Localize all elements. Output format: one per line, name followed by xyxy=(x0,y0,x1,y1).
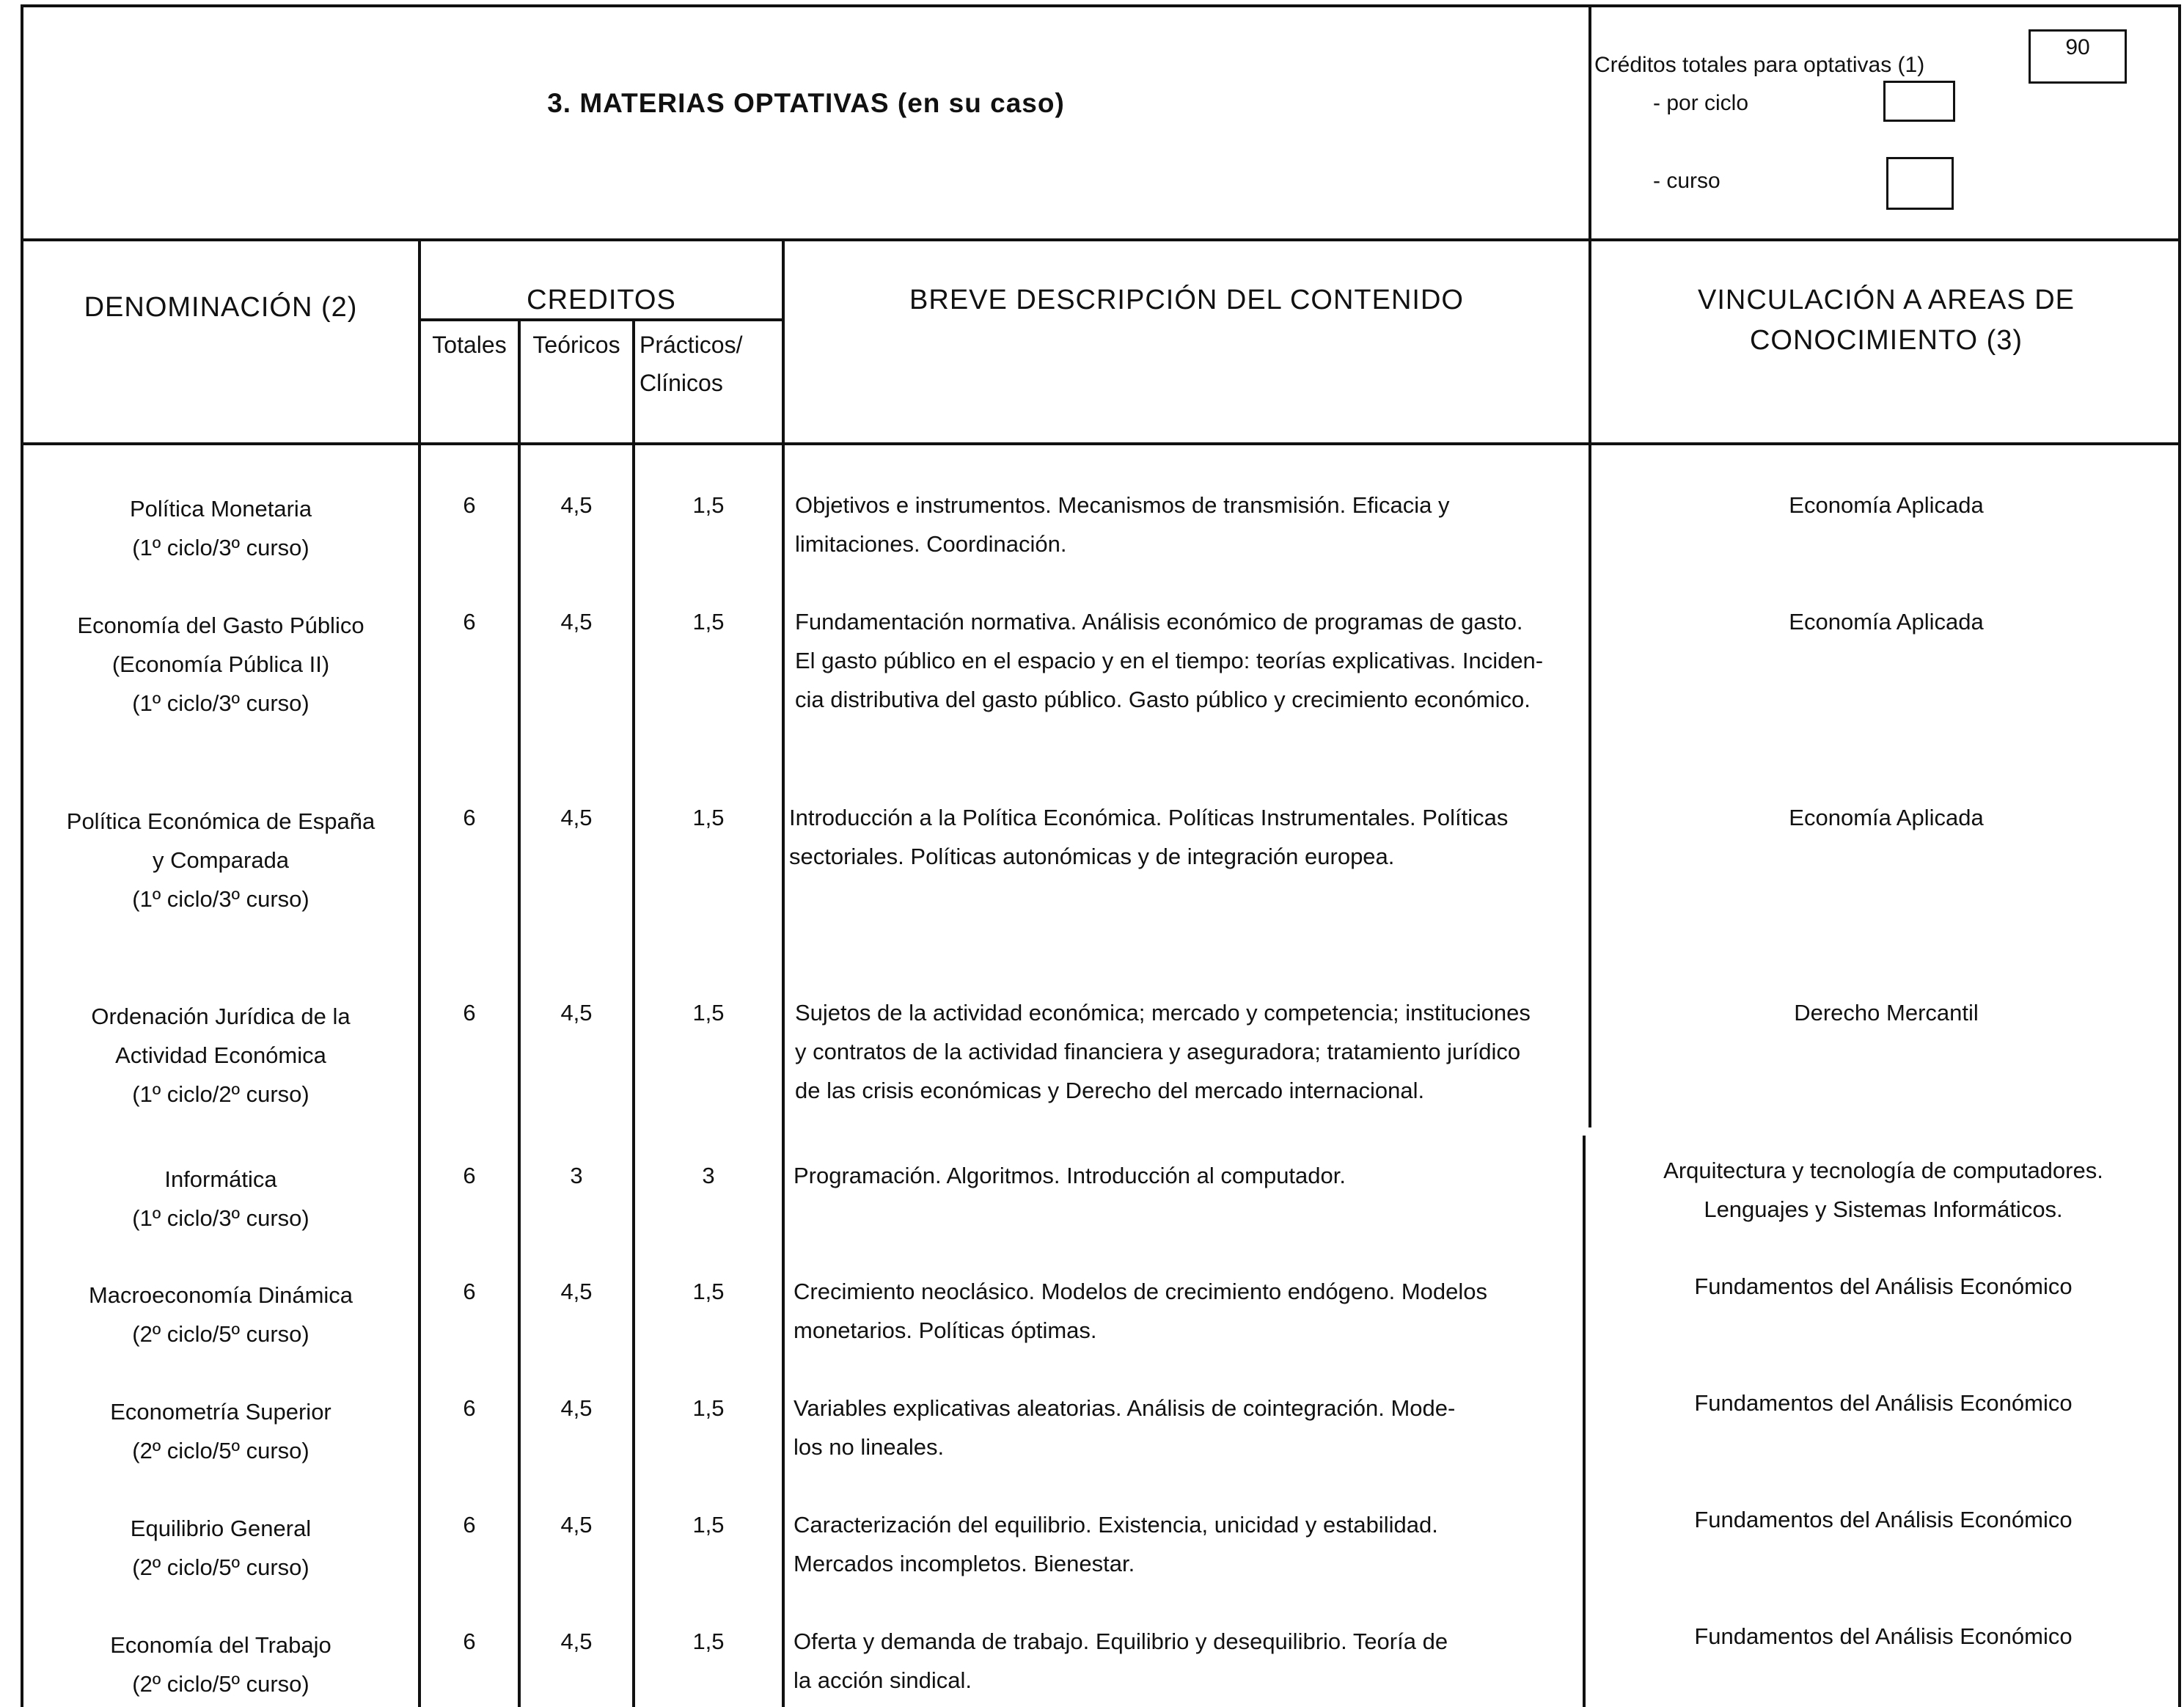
credits-theoretical: 3 xyxy=(570,1163,583,1188)
per-course-label: - curso xyxy=(1653,169,1721,193)
description-line: Crecimiento neoclásico. Modelos de crecimiento endógeno. Modelos xyxy=(794,1279,1488,1304)
description-line: Fundamentación normativa. Análisis económico de programas de gasto. xyxy=(795,609,1523,635)
credits-totals: 6 xyxy=(463,1629,476,1654)
credits-totals: 6 xyxy=(463,1279,476,1304)
knowledge-area: Derecho Mercantil xyxy=(1794,1000,1979,1026)
description-line: Variables explicativas aleatorias. Análisis de cointegración. Mode- xyxy=(794,1395,1456,1421)
subject-cycle: (2º ciclo/5º curso) xyxy=(132,1438,309,1463)
header-practical-1: Prácticos/ xyxy=(640,332,743,358)
credits-practical: 1,5 xyxy=(692,1629,725,1654)
credits-practical: 1,5 xyxy=(692,1512,725,1538)
credits-practical: 1,5 xyxy=(692,1395,725,1421)
header-description: BREVE DESCRIPCIÓN DEL CONTENIDO xyxy=(909,285,1464,315)
subject-cycle: (1º ciclo/3º curso) xyxy=(132,535,309,560)
subject-cycle: (1º ciclo/3º curso) xyxy=(132,1205,309,1231)
credits-practical: 1,5 xyxy=(692,805,725,830)
credits-practical: 1,5 xyxy=(692,609,725,635)
description-line: y contratos de la actividad financiera y aseguradora; tratamiento jurídico xyxy=(795,1039,1521,1064)
subject-name: Política Monetaria xyxy=(129,496,312,522)
credits-theoretical: 4,5 xyxy=(560,805,593,830)
credits-theoretical: 4,5 xyxy=(560,492,593,518)
credits-totals: 6 xyxy=(463,609,476,635)
credits-totals: 6 xyxy=(463,492,476,518)
credits-theoretical: 4,5 xyxy=(560,609,593,635)
description-line: los no lineales. xyxy=(794,1434,945,1460)
description-line: Introducción a la Política Económica. Políticas Instrumentales. Políticas xyxy=(789,805,1509,830)
credits-totals: 6 xyxy=(463,1000,476,1026)
description-line: cia distributiva del gasto público. Gasto público y crecimiento económico. xyxy=(795,687,1531,712)
section-title: 3. MATERIAS OPTATIVAS (en su caso) xyxy=(547,88,1065,118)
credits-practical: 1,5 xyxy=(692,492,725,518)
credits-theoretical: 4,5 xyxy=(560,1000,593,1026)
description-line: Mercados incompletos. Bienestar. xyxy=(794,1551,1135,1576)
description-line: sectoriales. Políticas autonómicas y de integración europea. xyxy=(789,844,1395,869)
per-cycle-label: - por ciclo xyxy=(1653,91,1749,115)
subject-name: Política Económica de España xyxy=(66,808,375,834)
credits-theoretical: 4,5 xyxy=(560,1279,593,1304)
header-area-2: CONOCIMIENTO (3) xyxy=(1749,325,2023,356)
description-line: limitaciones. Coordinación. xyxy=(795,531,1067,557)
knowledge-area: Fundamentos del Análisis Económico xyxy=(1694,1390,2073,1416)
knowledge-area: Arquitectura y tecnología de computadores. xyxy=(1663,1158,2103,1183)
credits-totals: 6 xyxy=(463,805,476,830)
header-bottom-rule xyxy=(21,238,2181,241)
per-course-box xyxy=(1886,157,1954,210)
header-divider xyxy=(1588,4,1591,240)
knowledge-area: Economía Aplicada xyxy=(1789,609,1984,635)
header-theoretical: Teóricos xyxy=(532,332,620,358)
credits-totals: 6 xyxy=(463,1512,476,1538)
knowledge-area: Fundamentos del Análisis Económico xyxy=(1694,1273,2073,1299)
top-border xyxy=(21,4,2181,7)
knowledge-area: Fundamentos del Análisis Económico xyxy=(1694,1507,2073,1532)
description-line: la acción sindical. xyxy=(794,1667,972,1693)
subject-name: Economía del Gasto Público xyxy=(77,613,364,638)
per-cycle-box xyxy=(1883,81,1955,122)
subject-subtitle: Actividad Económica xyxy=(115,1042,326,1068)
credits-total-label: Créditos totales para optativas (1) xyxy=(1594,53,1925,77)
header-area-1: VINCULACIÓN A AREAS DE xyxy=(1697,285,2075,315)
knowledge-area: Economía Aplicada xyxy=(1789,492,1984,518)
subject-cycle: (2º ciclo/5º curso) xyxy=(132,1554,309,1580)
knowledge-area: Fundamentos del Análisis Económico xyxy=(1694,1623,2073,1649)
col-divider-1 xyxy=(418,240,421,1707)
credits-theoretical: 4,5 xyxy=(560,1512,593,1538)
header-practical-2: Clínicos xyxy=(640,370,723,396)
description-line: de las crisis económicas y Derecho del mercado internacional. xyxy=(795,1078,1425,1103)
subject-name: Informática xyxy=(164,1166,277,1192)
right-border xyxy=(2178,4,2181,1707)
credits-totals: 6 xyxy=(463,1395,476,1421)
knowledge-area: Lenguajes y Sistemas Informáticos. xyxy=(1704,1196,2063,1222)
knowledge-area: Economía Aplicada xyxy=(1789,805,1984,830)
subject-subtitle: y Comparada xyxy=(152,847,290,873)
credits-practical: 1,5 xyxy=(692,1000,725,1026)
header-totals: Totales xyxy=(432,332,507,358)
col-divider-4 xyxy=(782,240,785,1707)
header-credits: CREDITOS xyxy=(527,285,676,315)
credits-practical: 1,5 xyxy=(692,1279,725,1304)
description-line: Programación. Algoritmos. Introducción al computador. xyxy=(794,1163,1346,1188)
subject-cycle: (1º ciclo/2º curso) xyxy=(132,1081,309,1107)
column-header-bottom-rule xyxy=(21,442,2181,445)
credits-totals: 6 xyxy=(463,1163,476,1188)
header-denomination: DENOMINACIÓN (2) xyxy=(84,292,358,323)
description-line: Objetivos e instrumentos. Mecanismos de transmisión. Eficacia y xyxy=(795,492,1450,518)
subject-name: Equilibrio General xyxy=(130,1516,312,1541)
description-line: Caracterización del equilibrio. Existencia, unicidad y estabilidad. xyxy=(794,1512,1438,1538)
credits-theoretical: 4,5 xyxy=(560,1629,593,1654)
subject-name: Economía del Trabajo xyxy=(110,1632,331,1658)
subject-name: Macroeconomía Dinámica xyxy=(88,1282,353,1308)
subject-subtitle: (Economía Pública II) xyxy=(111,651,330,677)
credits-theoretical: 4,5 xyxy=(560,1395,593,1421)
subject-cycle: (1º ciclo/3º curso) xyxy=(132,886,309,912)
credits-practical: 3 xyxy=(702,1163,715,1188)
description-line: Oferta y demanda de trabajo. Equilibrio y desequilibrio. Teoría de xyxy=(794,1629,1448,1654)
description-line: Sujetos de la actividad económica; mercado y competencia; instituciones xyxy=(795,1000,1531,1026)
subject-cycle: (1º ciclo/3º curso) xyxy=(132,690,309,716)
description-line: El gasto público en el espacio y en el tiempo: teorías explicativas. Inciden- xyxy=(795,648,1544,673)
description-line: monetarios. Políticas óptimas. xyxy=(794,1317,1097,1343)
subject-cycle: (2º ciclo/5º curso) xyxy=(132,1321,309,1347)
credits-total-value: 90 xyxy=(2065,35,2090,59)
subject-name: Ordenación Jurídica de la xyxy=(91,1004,351,1029)
subject-name: Econometría Superior xyxy=(110,1399,331,1425)
subject-cycle: (2º ciclo/5º curso) xyxy=(132,1671,309,1697)
